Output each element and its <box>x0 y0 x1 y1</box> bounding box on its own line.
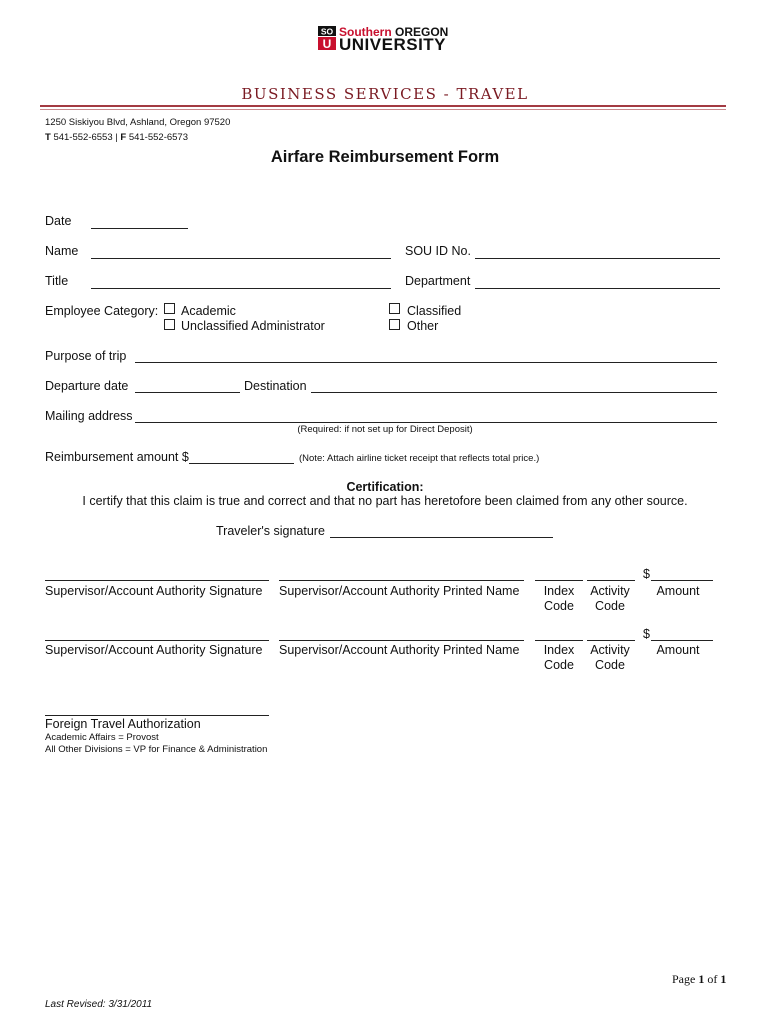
name-label: Name <box>45 244 79 258</box>
traveler-signature-field[interactable] <box>330 537 553 538</box>
foreign-travel-note-2: All Other Divisions = VP for Finance & Administration <box>45 744 268 755</box>
destination-label: Destination <box>244 379 307 393</box>
classified-checkbox[interactable] <box>389 303 400 314</box>
supervisor-printed-name-label: Supervisor/Account Authority Printed Name <box>279 643 520 657</box>
mailing-address-label: Mailing address <box>45 409 133 423</box>
classified-label: Classified <box>407 304 462 318</box>
traveler-signature-label: Traveler's signature <box>216 524 325 538</box>
logo-so-text: SO <box>320 26 334 37</box>
title-label: Title <box>45 274 69 288</box>
reimbursement-field[interactable] <box>189 463 294 464</box>
logo-brand-top: Southern OREGON <box>339 25 449 39</box>
dollar-sign: $ <box>643 567 650 581</box>
purpose-label: Purpose of trip <box>45 349 127 363</box>
activity-code-field[interactable] <box>587 640 635 641</box>
page-number: Page 1 of 1 <box>672 972 727 986</box>
academic-label: Academic <box>181 304 236 318</box>
foreign-travel-heading: Foreign Travel Authorization <box>45 717 201 731</box>
unclassified-admin-label: Unclassified Administrator <box>181 319 325 333</box>
supervisor-signature-label: Supervisor/Account Authority Signature <box>45 584 263 598</box>
destination-field[interactable] <box>311 392 717 393</box>
mailing-address-field[interactable] <box>135 422 717 423</box>
index-label: Index <box>543 584 575 598</box>
other-checkbox[interactable] <box>389 319 400 330</box>
name-field[interactable] <box>91 258 391 259</box>
certification-text: I certify that this claim is true and correct and that no part has heretofore been claimed from any other source. <box>82 494 688 508</box>
amount-label: Amount <box>656 584 700 598</box>
foreign-travel-signature-field[interactable] <box>45 715 269 716</box>
purpose-field[interactable] <box>135 362 717 363</box>
activity-code-label: Code <box>595 599 625 613</box>
amount-field[interactable] <box>651 580 713 581</box>
amount-label: Amount <box>656 643 700 657</box>
date-field[interactable] <box>91 228 188 229</box>
sou-id-field[interactable] <box>475 258 720 259</box>
index-code-field[interactable] <box>535 640 583 641</box>
supervisor-printed-name-field[interactable] <box>279 640 524 641</box>
sou-id-label: SOU ID No. <box>405 244 471 258</box>
foreign-travel-note-1: Academic Affairs = Provost <box>45 732 159 743</box>
title-field[interactable] <box>91 288 391 289</box>
supervisor-signature-field[interactable] <box>45 580 269 581</box>
dollar-sign: $ <box>643 627 650 641</box>
header-rule <box>40 105 726 107</box>
reimbursement-label: Reimbursement amount $ <box>45 450 189 464</box>
phone-fax-line: T 541-552-6553 | F 541-552-6573 <box>45 132 188 143</box>
logo-brand-bottom: UNIVERSITY <box>339 35 447 54</box>
academic-checkbox[interactable] <box>164 303 175 314</box>
index-code-label: Code <box>544 599 574 613</box>
date-label: Date <box>45 214 72 228</box>
sou-shield-icon <box>318 26 336 50</box>
activity-code-label: Code <box>595 658 625 672</box>
form-title: Airfare Reimbursement Form <box>270 148 500 166</box>
unclassified-admin-checkbox[interactable] <box>164 319 175 330</box>
reimbursement-note: (Note: Attach airline ticket receipt that reflects total price.) <box>299 453 540 464</box>
activity-code-field[interactable] <box>587 580 635 581</box>
supervisor-printed-name-label: Supervisor/Account Authority Printed Name <box>279 584 520 598</box>
departure-date-label: Departure date <box>45 379 129 393</box>
department-label: Department <box>405 274 471 288</box>
supervisor-signature-field[interactable] <box>45 640 269 641</box>
index-label: Index <box>543 643 575 657</box>
departure-date-field[interactable] <box>135 392 240 393</box>
index-code-label: Code <box>544 658 574 672</box>
employee-category-label: Employee Category: <box>45 304 159 318</box>
activity-label: Activity <box>590 584 630 598</box>
logo-u-text: U <box>322 37 332 50</box>
department-field[interactable] <box>475 288 720 289</box>
department-heading: BUSINESS SERVICES - TRAVEL <box>241 85 529 103</box>
header-rule-thin <box>40 109 726 110</box>
last-revised: Last Revised: 3/31/2011 <box>45 999 153 1010</box>
mailing-note: (Required: if not set up for Direct Deposit) <box>297 424 473 435</box>
supervisor-printed-name-field[interactable] <box>279 580 524 581</box>
amount-field[interactable] <box>651 640 713 641</box>
supervisor-signature-label: Supervisor/Account Authority Signature <box>45 643 263 657</box>
address-line: 1250 Siskiyou Blvd, Ashland, Oregon 97520 <box>45 117 231 128</box>
index-code-field[interactable] <box>535 580 583 581</box>
certification-heading: Certification: <box>346 480 424 494</box>
activity-label: Activity <box>590 643 630 657</box>
other-label: Other <box>407 319 439 333</box>
